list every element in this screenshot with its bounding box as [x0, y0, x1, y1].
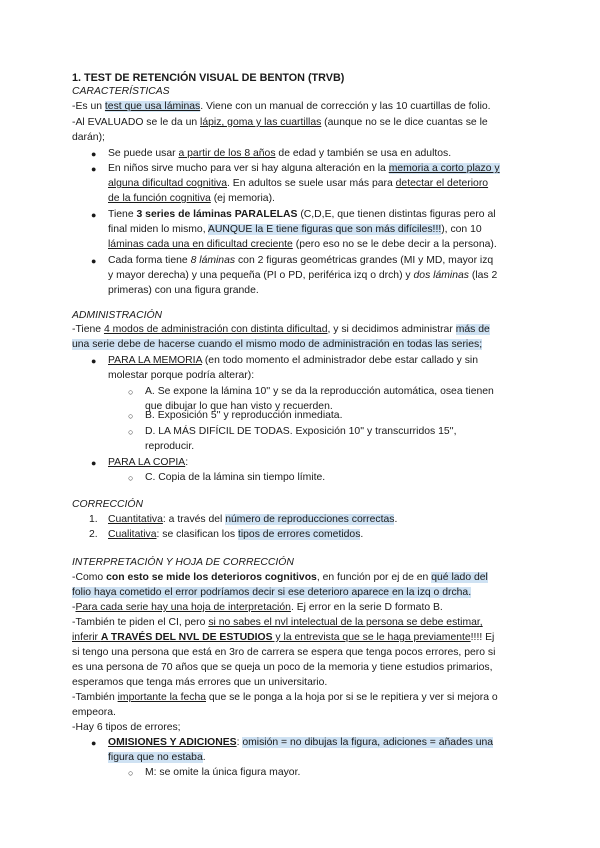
section-interpretacion: INTERPRETACIÓN Y HOJA DE CORRECCIÓN	[72, 557, 294, 568]
sub-list-item: C. Copia de la lámina sin tiempo límite.	[145, 472, 326, 483]
list-item-continued: molestar porque podría alterar):	[108, 370, 255, 381]
paragraph-line: -Hay 6 tipos de errores;	[72, 722, 181, 733]
paragraph-line: una serie debe de hacerse cuando el mismo modo de administración en todas las series;	[72, 339, 483, 350]
sub-bullet-icon: ○	[128, 473, 134, 483]
list-item-continued: alguna dificultad cognitiva. En adultos se suele usar más para detectar el deterioro	[108, 178, 489, 189]
paragraph-line: -También te piden el CI, pero si no sabes el nvl intelectual de la persona se debe estimar,	[72, 617, 483, 628]
section-correccion: CORRECCIÓN	[72, 499, 144, 510]
bullet-icon: ●	[91, 256, 97, 266]
sub-list-item: A. Se expone la lámina 10'' y se da la reproducción automática, osea tienen	[145, 386, 494, 397]
sub-bullet-icon: ○	[128, 768, 134, 778]
bullet-icon: ●	[91, 738, 97, 748]
sub-bullet-icon: ○	[128, 387, 134, 397]
bullet-icon: ●	[91, 149, 97, 159]
section-administracion: ADMINISTRACIÓN	[72, 310, 163, 321]
list-item: OMISIONES Y ADICIONES: omisión = no dibujas la figura, adiciones = añades una	[108, 737, 494, 748]
bullet-icon: ●	[91, 458, 97, 468]
list-item-continued: figura que no estaba.	[108, 752, 206, 763]
numbered-item: Cuantitativa: a través del número de reproducciones correctas.	[108, 514, 398, 525]
section-caracteristicas: CARACTERÍSTICAS	[72, 86, 170, 97]
list-number: 1.	[89, 514, 98, 525]
paragraph-line: inferir A TRAVÉS DEL NVL DE ESTUDIOS y la entrevista que se le haga previamente!!!! Ej	[72, 632, 495, 643]
paragraph-line: si tengo una persona que está en 3ro de carrera se espera que tenga pocos errores, pero si	[72, 647, 496, 658]
list-item-continued: primeras) con una figura grande.	[108, 285, 259, 296]
numbered-item: Cualitativa: se clasifican los tipos de errores cometidos.	[108, 529, 364, 540]
list-item: En niños sirve mucho para ver si hay alguna alteración en la memoria a corto plazo y	[108, 163, 500, 174]
paragraph-line: -Al EVALUADO se le da un lápiz, goma y las cuartillas (aunque no se le dice cuantas se le	[72, 117, 488, 128]
list-number: 2.	[89, 529, 98, 540]
list-item: PARA LA COPIA:	[108, 457, 189, 468]
paragraph-line: darán);	[72, 132, 105, 143]
list-item-continued: láminas cada una en dificultad creciente (pero eso no se le debe decir a la persona).	[108, 239, 497, 250]
list-item: Se puede usar a partir de los 8 años de edad y también se usa en adultos.	[108, 148, 452, 159]
list-item-continued: de la función cognitiva (ej memoria).	[108, 193, 275, 204]
list-item-continued: final miden lo mismo, AUNQUE la E tiene figuras que son más difíciles!!!), con 10	[108, 224, 482, 235]
bullet-icon: ●	[91, 164, 97, 174]
paragraph-line: -Es un test que usa láminas. Viene con un manual de corrección y las 10 cuartillas de folio.	[72, 101, 491, 112]
paragraph-line: -También importante la fecha que se le ponga a la hoja por si se le repitiera y ver si mejora o	[72, 692, 498, 703]
list-item: Tiene 3 series de láminas PARALELAS (C,D,E, que tienen distintas figuras pero al	[108, 209, 496, 220]
list-item: PARA LA MEMORIA (en todo momento el administrador debe estar callado y sin	[108, 355, 479, 366]
document-title: 1. TEST DE RETENCIÓN VISUAL DE BENTON (TRVB)	[72, 72, 345, 84]
bullet-icon: ●	[91, 356, 97, 366]
paragraph-line: empeora.	[72, 707, 116, 718]
sub-list-item-continued: que dibujar lo que han visto y recuerden.	[145, 401, 333, 412]
sub-bullet-icon: ○	[128, 411, 134, 421]
bullet-icon: ●	[91, 210, 97, 220]
list-item-continued: y mayor derecha) y una pequeña (PI o PD, periférica izq o drch) y dos láminas (las 2	[108, 270, 498, 281]
paragraph-line: -Tiene 4 modos de administración con distinta dificultad, y si decidimos administrar más de	[72, 324, 490, 335]
sub-bullet-icon: ○	[128, 427, 134, 437]
paragraph-line: esperamos que tenga más errores que un universitario.	[72, 677, 328, 688]
paragraph-line: -Para cada serie hay una hoja de interpretación. Ej error en la serie D formato B.	[72, 602, 443, 613]
sub-list-item: D. LA MÁS DIFÍCIL DE TODAS. Exposición 10'' y transcurridos 15'',	[145, 426, 457, 437]
list-item: Cada forma tiene 8 láminas con 2 figuras geométricas grandes (MI y MD, mayor izq	[108, 255, 494, 266]
paragraph-line: folio haya cometido el error podríamos decir si ese deterioro aparece en la izq o drcha.	[72, 587, 472, 598]
paragraph-line: es una persona de 70 años que se queja un poco de la memoria y tiene estudios primarios,	[72, 662, 493, 673]
sub-list-item-continued: reproducir.	[145, 441, 195, 452]
paragraph-line: -Como con esto se mide los deterioros cognitivos, en función por ej de en qué lado del	[72, 572, 488, 583]
sub-list-item: M: se omite la única figura mayor.	[145, 767, 301, 778]
sub-list-item: B. Exposición 5'' y reproducción inmediata.	[145, 410, 343, 421]
